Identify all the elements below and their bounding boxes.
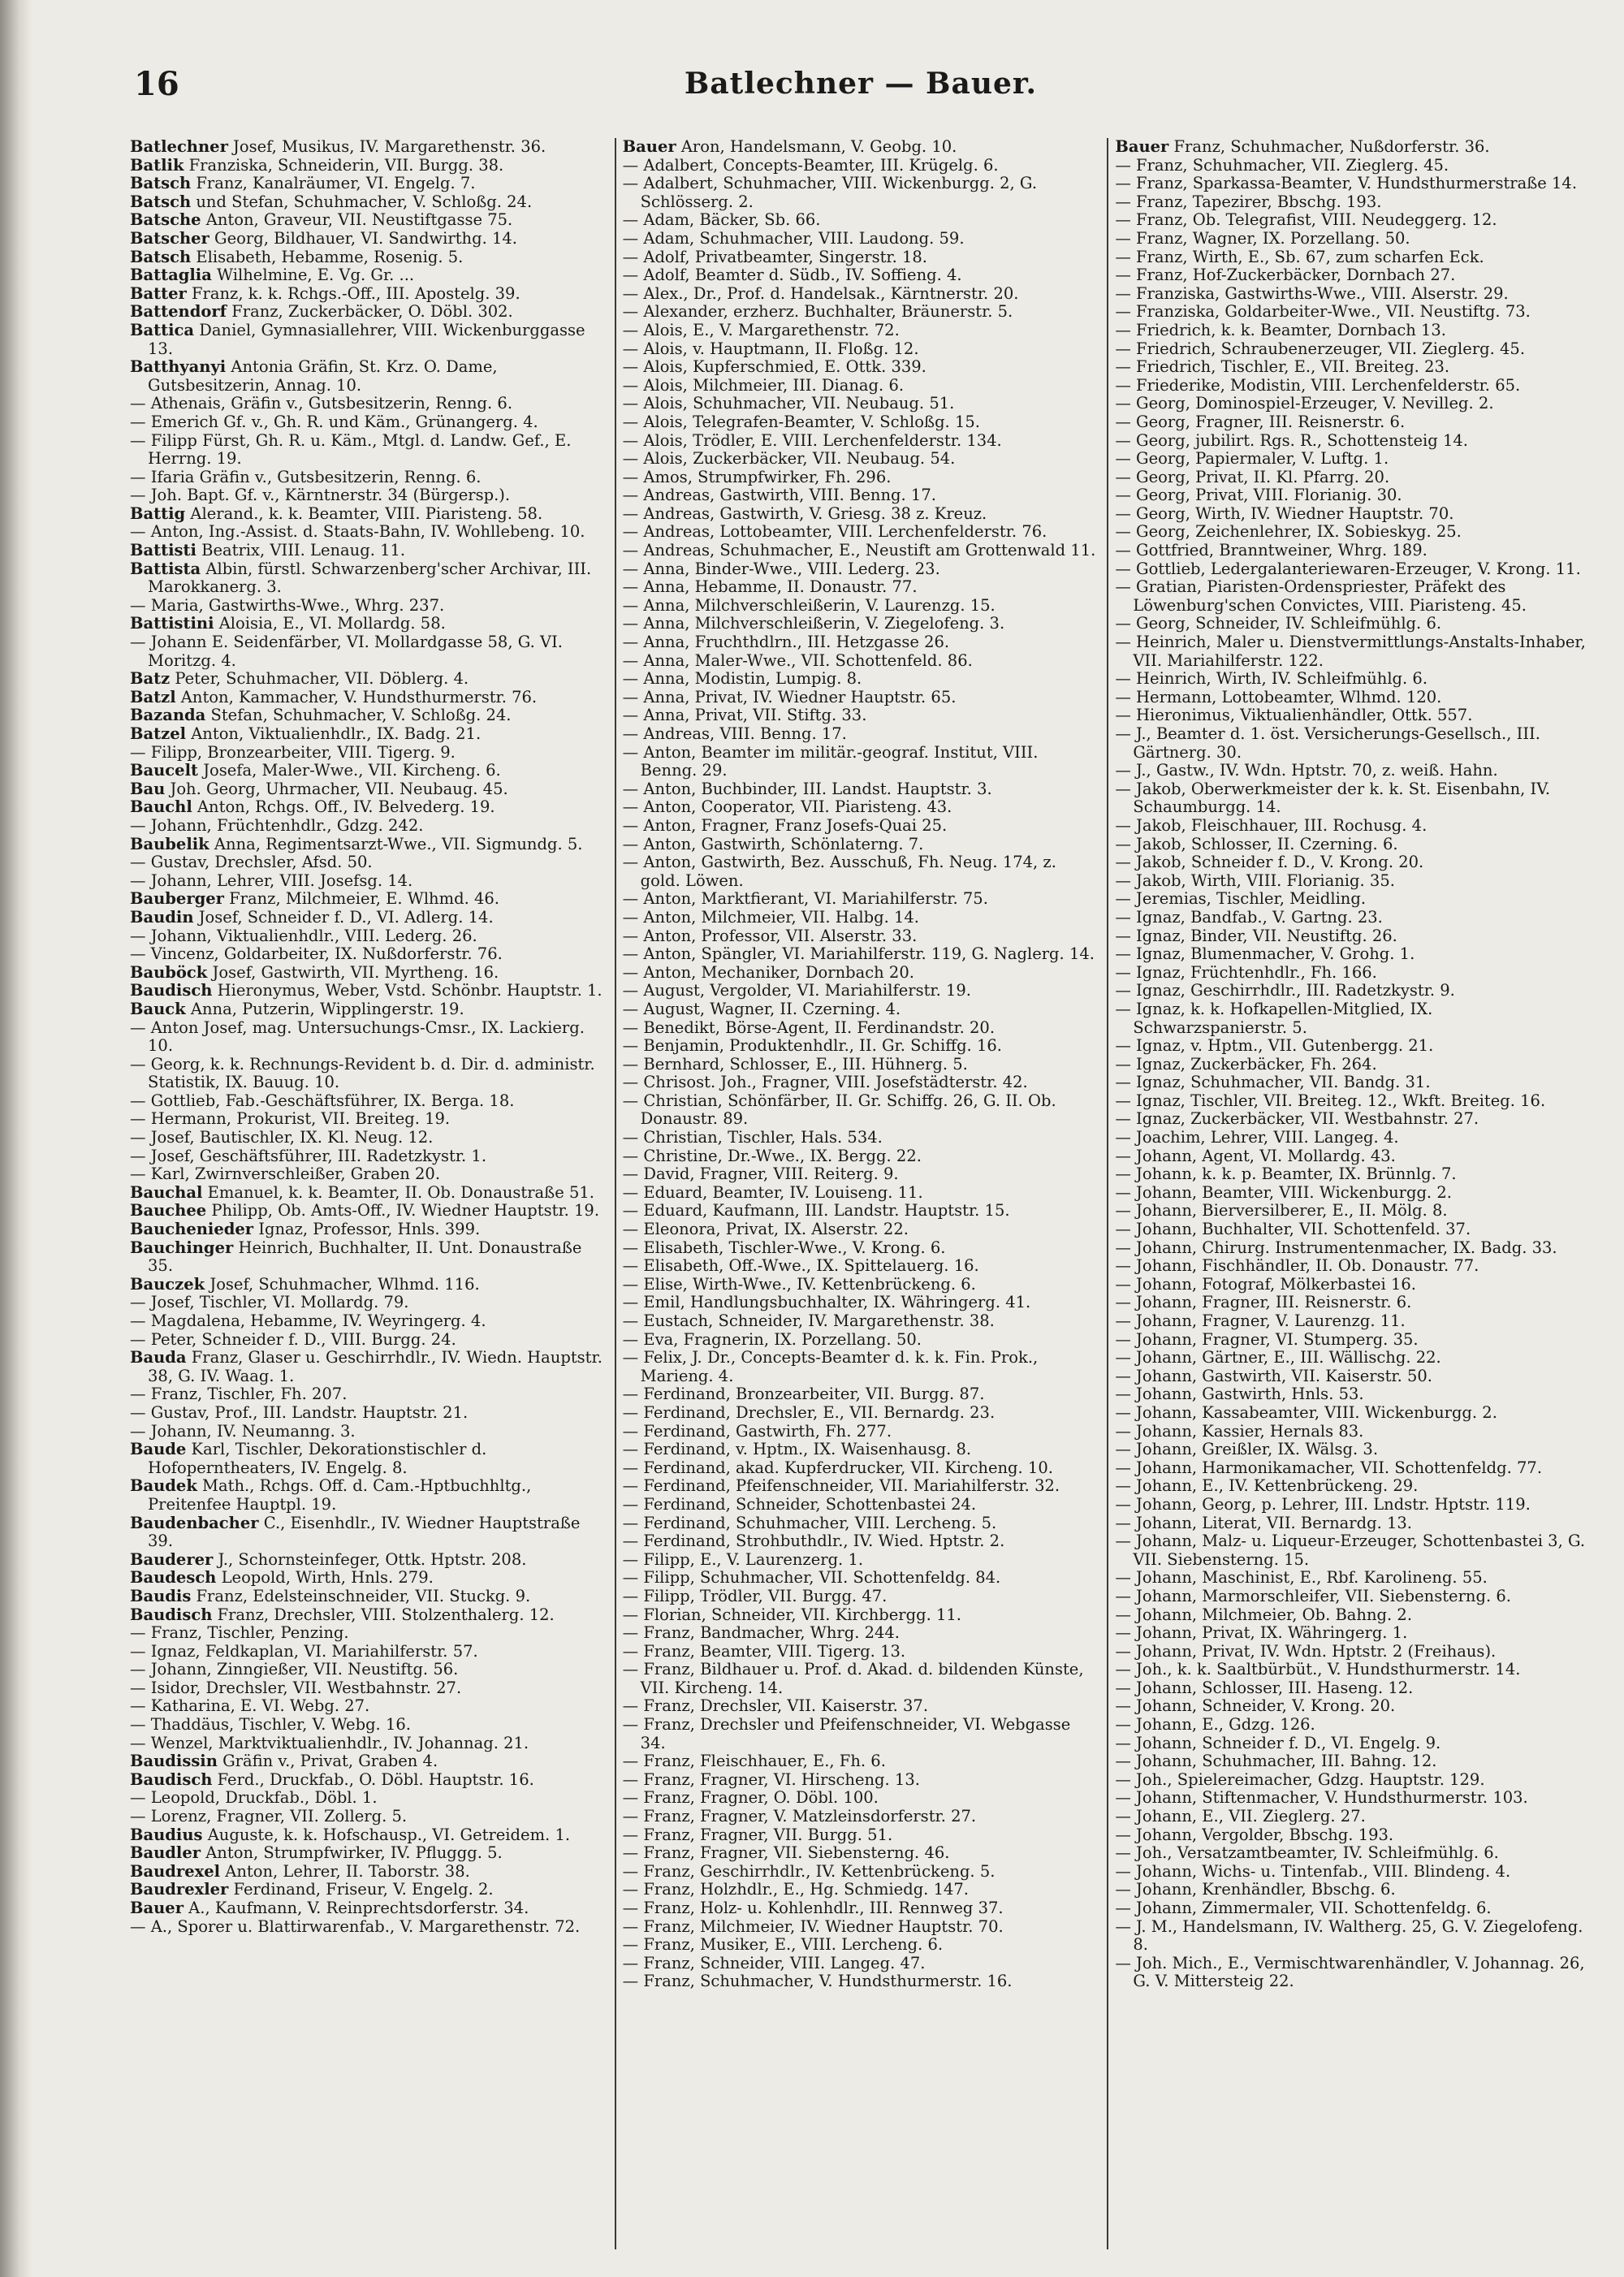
directory-entry: — Johann, Früchtenhdlr., Gdzg. 242. (130, 815, 424, 835)
column-right (1107, 138, 1592, 2249)
directory-entry: Bauchee Philipp, Ob. Amts-Off., IV. Wiedner Hauptstr. 19. (130, 1201, 600, 1221)
directory-entry: Bauer Franz, Schuhmacher, Nußdorferstr. 36. (1115, 138, 1490, 156)
directory-entry: — Anna, Milchverschleißerin, V. Laurenzg. 15. (622, 595, 996, 615)
directory-entry: — Maria, Gastwirths-Wwe., Whrg. 237. (130, 595, 445, 615)
directory-entry: — Alois, Milchmeier, III. Dianag. 6. (622, 375, 905, 395)
page-number: 16 (134, 65, 179, 103)
directory-entry: — Filipp, Schuhmacher, VII. Schottenfeldg. 84. (622, 1568, 1001, 1588)
directory-entry: — Filipp, E., V. Laurenzerg. 1. (622, 1549, 864, 1569)
directory-entry: — Eva, Fragnerin, IX. Porzellang. 50. (622, 1329, 922, 1349)
directory-entry: — Franz, Bandmacher, Whrg. 244. (622, 1623, 901, 1643)
directory-entry: — Joh., k. k. Saaltbürbüt., V. Hundsthurmerstr. 14. (1115, 1660, 1521, 1679)
directory-entry: — Alexander, erzherz. Buchhalter, Bräunerstr. 5. (622, 302, 1013, 322)
directory-entry: — Gustav, Drechsler, Afsd. 50. (130, 853, 373, 872)
directory-entry: Battista Albin, fürstl. Schwarzenberg'scher Archivar, III. Marokkanerg. 3. (130, 559, 592, 597)
directory-entry: — Ferdinand, akad. Kupferdrucker, VII. Kircheng. 10. (622, 1458, 1053, 1477)
directory-entry: — Johann, Georg, p. Lehrer, III. Lndstr. Hptstr. 119. (1115, 1494, 1531, 1514)
directory-entry: — Johann, IV. Neumanng. 3. (130, 1421, 356, 1441)
directory-entry: Battig Alerand., k. k. Beamter, VIII. Piaristeng. 58. (130, 503, 543, 523)
directory-entry: Bauda Franz, Glaser u. Geschirrhdlr., IV. Wiedn. Hauptstr. 38, G. IV. Waag. 1. (130, 1348, 603, 1385)
directory-entry: — Johann, Schneider f. D., VI. Engelg. 9. (1115, 1733, 1441, 1752)
directory-entry: — Anna, Privat, IV. Wiedner Hauptstr. 65. (622, 687, 957, 706)
directory-entry: — Anna, Modistin, Lumpig. 8. (622, 669, 862, 689)
directory-entry: — Johann, Kassier, Hernals 83. (1115, 1421, 1364, 1441)
directory-entry: Baudisch Hieronymus, Weber, Vstd. Schönbr. Hauptstr. 1. (130, 981, 603, 1000)
directory-entry: Bauchl Anton, Rchgs. Off., IV. Belvederg. 19. (130, 797, 495, 817)
directory-entry: Baudler Anton, Strumpfwirker, IV. Pfluggg. 5. (130, 1843, 503, 1863)
directory-entry: Batter Franz, k. k. Rchgs.-Off., III. Apostelg. 39. (130, 283, 520, 303)
directory-entry: — Johann, Fragner, V. Laurenzg. 11. (1115, 1311, 1406, 1330)
directory-entry: Baudisch Franz, Drechsler, VIII. Stolzenthalerg. 12. (130, 1605, 555, 1624)
directory-entry: — Eduard, Beamter, IV. Louiseng. 11. (622, 1182, 923, 1202)
directory-entry: — Johann, Fragner, VI. Stumperg. 35. (1115, 1329, 1419, 1349)
directory-entry: — Peter, Schneider f. D., VIII. Burgg. 24. (130, 1329, 456, 1349)
directory-columns (130, 138, 1592, 2249)
directory-entry: — Filipp, Bronzearbeiter, VIII. Tigerg. 9. (130, 742, 456, 762)
directory-entry: — Alois, Schuhmacher, VII. Neubaug. 51. (622, 394, 955, 413)
directory-entry: — Franz, Tischler, Penzing. (130, 1623, 349, 1643)
directory-entry: — Thaddäus, Tischler, V. Webg. 16. (130, 1715, 411, 1735)
directory-entry: Baudius Auguste, k. k. Hofschausp., VI. Getreidem. 1. (130, 1825, 571, 1844)
directory-entry: Bauczek Josef, Schuhmacher, Wlhmd. 116. (130, 1274, 480, 1294)
directory-entry: — Ignaz, Feldkaplan, VI. Mariahilferstr. 57. (130, 1641, 478, 1661)
directory-entry: — Ignaz, Bandfab., V. Gartng. 23. (1115, 907, 1383, 927)
directory-entry: — Ignaz, Zuckerbäcker, VII. Westbahnstr. 27. (1115, 1109, 1479, 1129)
directory-entry: Baubelik Anna, Regimentsarzt-Wwe., VII. Sigmundg. 5. (130, 834, 583, 853)
directory-entry: — Lorenz, Fragner, VII. Zollerg. 5. (130, 1807, 408, 1826)
directory-entry: — Franz, Fragner, VI. Hirscheng. 13. (622, 1769, 920, 1789)
directory-entry: — Franz, Wagner, IX. Porzellang. 50. (1115, 228, 1410, 248)
directory-entry: — Jakob, Fleischhauer, III. Rochusg. 4. (1115, 815, 1427, 835)
directory-entry: — Ignaz, Binder, VII. Neustiftg. 26. (1115, 926, 1397, 945)
directory-entry: — Adam, Schuhmacher, VIII. Laudong. 59. (622, 228, 965, 248)
directory-entry: — Johann, Krenhändler, Bbschg. 6. (1115, 1880, 1396, 1899)
directory-entry: — Georg, Privat, VIII. Florianig. 30. (1115, 486, 1402, 505)
directory-entry: — Ignaz, Zuckerbäcker, Fh. 264. (1115, 1054, 1377, 1074)
directory-entry: — Anton, Beamter im militär.-geograf. Institut, VIII. Benng. 29. (622, 742, 1039, 780)
directory-entry: — Friedrich, k. k. Beamter, Dornbach 13. (1115, 320, 1447, 339)
directory-entry: — Ignaz, Tischler, VII. Breiteg. 12., Wkft. Breiteg. 16. (1115, 1091, 1546, 1110)
directory-entry: — Alois, Kupferschmied, E. Ottk. 339. (622, 357, 926, 377)
directory-entry: — Johann, Zinngießer, VII. Neustiftg. 56. (130, 1660, 459, 1679)
directory-entry: — Franz, Fragner, VII. Burgg. 51. (622, 1825, 893, 1844)
directory-entry: — Johann, Beamter, VIII. Wickenburgg. 2. (1115, 1182, 1452, 1202)
directory-entry: Baudis Franz, Edelsteinschneider, VII. Stuckg. 9. (130, 1586, 531, 1605)
directory-entry: — Georg, Fragner, III. Reisnerstr. 6. (1115, 412, 1406, 431)
directory-entry: — Anna, Hebamme, II. Donaustr. 77. (622, 577, 918, 597)
directory-entry: — Franz, Tischler, Fh. 207. (130, 1385, 348, 1404)
column-left (130, 138, 607, 2249)
directory-entry: — Franz, Drechsler, VII. Kaiserstr. 37. (622, 1696, 929, 1716)
directory-entry: — Johann, Agent, VI. Mollardg. 43. (1115, 1146, 1396, 1165)
directory-entry: — Gratian, Piaristen-Ordenspriester, Präfekt des Löwenburg'schen Convictes, VIII. Piaristeng. 45. (1115, 577, 1527, 615)
directory-entry: — Anton, Mechaniker, Dornbach 20. (622, 962, 914, 982)
directory-entry: — Adolf, Beamter d. Südb., IV. Soffieng. 4. (622, 266, 962, 285)
directory-entry: — Gottlieb, Fab.-Geschäftsführer, IX. Berga. 18. (130, 1091, 515, 1110)
directory-entry: — Joh. Mich., E., Vermischtwarenhändler, V. Johannag. 26, G. V. Mittersteig 22. (1115, 1953, 1585, 1991)
directory-entry: — Jakob, Schlosser, II. Czerning. 6. (1115, 834, 1398, 853)
directory-entry: — Franz, Ob. Telegrafist, VIII. Neudeggerg. 12. (1115, 210, 1497, 230)
directory-entry: — Felix, J. Dr., Concepts-Beamter d. k. k. Fin. Prok., Marieng. 4. (622, 1348, 1039, 1385)
directory-entry: Batsche Anton, Graveur, VII. Neustiftgasse 75. (130, 210, 513, 230)
directory-entry: — Eustach, Schneider, IV. Margarethenstr. 38. (622, 1311, 995, 1330)
directory-entry: — Jakob, Wirth, VIII. Florianig. 35. (1115, 871, 1395, 890)
directory-entry: — Vincenz, Goldarbeiter, IX. Nußdorferstr. 76. (130, 944, 503, 964)
directory-entry: Bauböck Josef, Gastwirth, VII. Myrtheng. 16. (130, 962, 499, 982)
directory-entry: — Hermann, Prokurist, VII. Breiteg. 19. (130, 1109, 451, 1129)
directory-entry: Battistini Aloisia, E., VI. Mollardg. 58. (130, 614, 446, 633)
directory-entry: Bauchinger Heinrich, Buchhalter, II. Unt. Donaustraße 35. (130, 1238, 582, 1276)
directory-entry: — Johann, E., Gdzg. 126. (1115, 1715, 1315, 1735)
directory-entry: — Franziska, Goldarbeiter-Wwe., VII. Neustiftg. 73. (1115, 302, 1531, 322)
directory-entry: — Johann, Stiftenmacher, V. Hundsthurmerstr. 103. (1115, 1788, 1528, 1808)
directory-entry: — Anton, Ing.-Assist. d. Staats-Bahn, IV. Wohllebeng. 10. (130, 522, 585, 542)
directory-entry: — Josef, Geschäftsführer, III. Radetzkystr. 1. (130, 1146, 487, 1165)
directory-entry: — Gottlieb, Ledergalanteriewaren-Erzeuger, V. Krong. 11. (1115, 559, 1581, 578)
directory-entry: Bauberger Franz, Milchmeier, E. Wlhmd. 46. (130, 889, 499, 909)
directory-entry: Batsch und Stefan, Schuhmacher, V. Schloßg. 24. (130, 192, 533, 211)
directory-entry: Bauchenieder Ignaz, Professor, Hnls. 399. (130, 1220, 481, 1239)
directory-entry: — Alois, Zuckerbäcker, VII. Neubaug. 54. (622, 449, 956, 469)
directory-entry: — Joh., Versatzamtbeamter, IV. Schleifmühlg. 6. (1115, 1843, 1499, 1863)
directory-entry: — Franz, Holzhdlr., E., Hg. Schmiedg. 147. (622, 1880, 969, 1899)
directory-entry: — Johann, k. k. p. Beamter, IX. Brünnlg. 7. (1115, 1164, 1457, 1184)
directory-entry: — Franz, Holz- u. Kohlenhdlr., III. Rennweg 37. (622, 1899, 1004, 1917)
directory-entry: — Anna, Fruchthdlrn., III. Hetzgasse 26. (622, 633, 950, 652)
directory-entry: — Joh. Bapt. Gf. v., Kärntnerstr. 34 (Bürgersp.). (130, 486, 511, 505)
directory-entry: — Anton, Spängler, VI. Mariahilferstr. 119, G. Naglerg. 14. (622, 944, 1095, 964)
directory-entry: — Jeremias, Tischler, Meidling. (1115, 889, 1367, 909)
directory-entry: — Filipp, Trödler, VII. Burgg. 47. (622, 1586, 888, 1605)
directory-entry: — Johann, Fischhändler, II. Ob. Donaustr. 77. (1115, 1256, 1479, 1276)
directory-entry: Batsch Franz, Kanalräumer, VI. Engelg. 7. (130, 174, 476, 193)
directory-entry: — Johann, Gastwirth, VII. Kaiserstr. 50. (1115, 1366, 1433, 1385)
directory-entry: — Franz, Geschirrhdlr., IV. Kettenbrückeng. 5. (622, 1861, 996, 1881)
directory-entry: — Johann, Privat, IX. Währingerg. 1. (1115, 1623, 1408, 1643)
directory-entry: — Elisabeth, Off.-Wwe., IX. Spittelauerg. 16. (622, 1256, 979, 1276)
directory-entry: Baudrexler Ferdinand, Friseur, V. Engelg. 2. (130, 1880, 494, 1899)
directory-entry: Bauck Anna, Putzerin, Wipplingerstr. 19. (130, 999, 464, 1018)
directory-entry: — Ignaz, Geschirrhdlr., III. Radetzkystr. 9. (1115, 981, 1455, 1000)
directory-entry: — Anton, Cooperator, VII. Piaristeng. 43. (622, 797, 952, 817)
directory-entry: — Emerich Gf. v., Gh. R. und Käm., Grünangerg. 4. (130, 412, 538, 431)
directory-entry: Bauderer J., Schornsteinfeger, Ottk. Hptstr. 208. (130, 1549, 527, 1569)
directory-entry: — Benedikt, Börse-Agent, II. Ferdinandstr. 20. (622, 1018, 996, 1037)
directory-entry: — Anton, Buchbinder, III. Landst. Hauptstr. 3. (622, 779, 992, 798)
directory-entry: — Johann, Gastwirth, Hnls. 53. (1115, 1385, 1364, 1404)
directory-entry: — Franz, Beamter, VIII. Tigerg. 13. (622, 1641, 906, 1661)
directory-entry: — Johann, Viktualienhdlr., VIII. Lederg. 26. (130, 926, 477, 945)
directory-entry: Batlechner Josef, Musikus, IV. Margarethenstr. 36. (130, 138, 546, 156)
directory-entry: — Gustav, Prof., III. Landstr. Hauptstr. 21. (130, 1402, 469, 1422)
directory-entry: — Jakob, Oberwerkmeister der k. k. St. Eisenbahn, IV. Schaumburgg. 14. (1115, 779, 1551, 817)
directory-entry: — Franz, Hof-Zuckerbäcker, Dornbach 27. (1115, 266, 1456, 285)
directory-entry: — Ifaria Gräfin v., Gutsbesitzerin, Renng. 6. (130, 467, 482, 486)
directory-entry: — Franz, Sparkassa-Beamter, V. Hundsthurmerstraße 14. (1115, 174, 1578, 193)
directory-entry: — Joh., Spielereimacher, Gdzg. Hauptstr. 129. (1115, 1769, 1485, 1789)
directory-entry: — Ferdinand, Bronzearbeiter, VII. Burgg. 87. (622, 1385, 985, 1404)
directory-entry: — Johann, Malz- u. Liqueur-Erzeuger, Schottenbastei 3, G. VII. Siebensterng. 15. (1115, 1532, 1586, 1569)
directory-entry: Baudissin Gräfin v., Privat, Graben 4. (130, 1752, 438, 1771)
directory-entry: — Florian, Schneider, VII. Kirchbergg. 11. (622, 1605, 961, 1624)
page-binding-shadow (0, 0, 32, 2277)
directory-entry: — Franz, Schneider, VIII. Langeg. 47. (622, 1953, 926, 1972)
directory-entry: — Adalbert, Schuhmacher, VIII. Wickenburgg. 2, G. Schlösserg. 2. (622, 174, 1038, 211)
directory-entry: — Anton, Professor, VII. Alserstr. 33. (622, 926, 918, 945)
directory-entry: — Emil, Handlungsbuchhalter, IX. Währingerg. 41. (622, 1293, 1031, 1312)
directory-entry: — Karl, Zwirnverschleißer, Graben 20. (130, 1164, 441, 1184)
directory-entry: — Friedrich, Schraubenerzeuger, VII. Zieglerg. 45. (1115, 339, 1526, 358)
directory-entry: — Johann, Literat, VII. Bernardg. 13. (1115, 1513, 1412, 1532)
directory-entry: — Georg, Wirth, IV. Wiedner Hauptstr. 70. (1115, 503, 1454, 523)
directory-entry: — J. M., Handelsmann, IV. Waltherg. 25, G. V. Ziegelofeng. 8. (1115, 1916, 1583, 1955)
directory-entry: — Franz, Milchmeier, IV. Wiedner Hauptstr. 70. (622, 1916, 1004, 1936)
directory-entry: — Johann, Wichs- u. Tintenfab., VIII. Blindeng. 4. (1115, 1861, 1511, 1881)
directory-entry: — Christine, Dr.-Wwe., IX. Bergg. 22. (622, 1146, 922, 1165)
directory-entry: Baudrexel Anton, Lehrer, II. Taborstr. 38. (130, 1861, 470, 1881)
directory-entry: Bazanda Stefan, Schuhmacher, V. Schloßg. 24. (130, 706, 512, 725)
directory-entry: — Christian, Schönfärber, II. Gr. Schiffg. 26, G. II. Ob. Donaustr. 89. (622, 1091, 1056, 1129)
directory-entry: — Johann, E., VII. Zieglerg. 27. (1115, 1807, 1366, 1826)
directory-entry: — Heinrich, Wirth, IV. Schleifmühlg. 6. (1115, 669, 1428, 689)
directory-entry: — Elisabeth, Tischler-Wwe., V. Krong. 6. (622, 1238, 946, 1257)
directory-entry: — Anton, Fragner, Franz Josefs-Quai 25. (622, 815, 948, 835)
directory-entry: — J., Beamter d. 1. öst. Versicherungs-Gesellsch., III. Gärtnerg. 30. (1115, 724, 1540, 762)
directory-entry: — Georg, k. k. Rechnungs-Revident b. d. Dir. d. administr. Statistik, IX. Bauug. 10. (130, 1054, 595, 1092)
directory-entry: — August, Wagner, II. Czerning. 4. (622, 999, 901, 1018)
directory-entry: — Gottfried, Branntweiner, Whrg. 189. (1115, 541, 1427, 560)
directory-entry: — Anna, Maler-Wwe., VII. Schottenfeld. 86. (622, 650, 973, 670)
directory-entry: — Alois, Telegrafen-Beamter, V. Schloßg. 15. (622, 412, 980, 431)
directory-entry: — Johann, Marmorschleifer, VII. Siebensterng. 6. (1115, 1586, 1511, 1605)
directory-entry: — Andreas, Lottobeamter, VIII. Lerchenfelderstr. 76. (622, 522, 1047, 542)
directory-entry: — Georg, Schneider, IV. Schleifmühlg. 6. (1115, 614, 1442, 633)
directory-entry: — Franz, Musiker, E., VIII. Lercheng. 6. (622, 1935, 944, 1955)
running-title: Batlechner — Bauer. (684, 67, 1038, 101)
directory-entry: — Franz, Bildhauer u. Prof. d. Akad. d. bildenden Künste, VII. Kircheng. 14. (622, 1660, 1084, 1697)
directory-entry: — Heinrich, Maler u. Dienstvermittlungs-Anstalts-Inhaber, VII. Mariahilferstr. 122. (1115, 633, 1586, 670)
directory-entry: — Magdalena, Hebamme, IV. Weyringerg. 4. (130, 1311, 486, 1330)
directory-entry: Batsch Elisabeth, Hebamme, Rosenig. 5. (130, 247, 464, 266)
directory-entry: — Filipp Fürst, Gh. R. u. Käm., Mtgl. d. Landw. Gef., E. Herrng. 19. (130, 430, 572, 469)
directory-entry: — Johann, Privat, IV. Wdn. Hptstr. 2 (Freihaus). (1115, 1641, 1497, 1661)
directory-entry: — Eleonora, Privat, IX. Alserstr. 22. (622, 1220, 909, 1239)
directory-entry: — Johann, Schneider, V. Krong. 20. (1115, 1696, 1396, 1716)
directory-entry: — Friederike, Modistin, VIII. Lerchenfelderstr. 65. (1115, 375, 1521, 395)
directory-entry: Bauer A., Kaufmann, V. Reinprechtsdorferstr. 34. (130, 1899, 529, 1917)
directory-entry: — Georg, Zeichenlehrer, IX. Sobieskyg. 25. (1115, 522, 1462, 542)
directory-entry: — Ferdinand, Schuhmacher, VIII. Lercheng. 5. (622, 1513, 997, 1532)
directory-entry: — Ferdinand, Gastwirth, Fh. 277. (622, 1421, 892, 1441)
directory-entry: Battisti Beatrix, VIII. Lenaug. 11. (130, 541, 406, 560)
directory-entry: Batz Peter, Schuhmacher, VII. Döblerg. 4. (130, 669, 469, 689)
directory-entry: — Ferdinand, Schneider, Schottenbastei 24. (622, 1494, 977, 1514)
directory-entry: — Alex., Dr., Prof. d. Handelsak., Kärntnerstr. 20. (622, 283, 1019, 303)
directory-entry: — Ferdinand, Pfeifenschneider, VII. Mariahilferstr. 32. (622, 1476, 1060, 1496)
directory-entry: Batthyanyi Antonia Gräfin, St. Krz. O. Dame, Gutsbesitzerin, Annag. 10. (130, 357, 498, 395)
directory-entry: Baudin Josef, Schneider f. D., VI. Adlerg. 14. (130, 907, 494, 927)
directory-entry: — Franz, Fragner, O. Döbl. 100. (622, 1788, 879, 1808)
directory-entry: Baucelt Josefa, Maler-Wwe., VII. Kircheng. 6. (130, 761, 501, 780)
directory-entry: Baude Karl, Tischler, Dekorationstischler d. Hofoperntheaters, IV. Engelg. 8. (130, 1440, 487, 1477)
directory-entry: Baudek Math., Rchgs. Off. d. Cam.-Hptbuchhltg., Preitenfee Hauptpl. 19. (130, 1476, 532, 1514)
directory-entry: — Anton, Gastwirth, Schönlaterng. 7. (622, 834, 924, 853)
directory-entry: — Amos, Strumpfwirker, Fh. 296. (622, 467, 892, 486)
directory-entry: — Katharina, E. VI. Webg. 27. (130, 1696, 370, 1716)
directory-entry: — Ignaz, Früchtenhdlr., Fh. 166. (1115, 962, 1377, 982)
directory-entry: — Georg, jubilirt. Rgs. R., Schottensteig 14. (1115, 430, 1468, 450)
directory-entry: — Joachim, Lehrer, VIII. Langeg. 4. (1115, 1128, 1399, 1147)
directory-entry: — Georg, Privat, II. Kl. Pfarrg. 20. (1115, 467, 1390, 486)
directory-entry: — Johann, Fragner, III. Reisnerstr. 6. (1115, 1293, 1412, 1312)
directory-entry: — Jakob, Schneider f. D., V. Krong. 20. (1115, 853, 1424, 872)
directory-entry: — Adam, Bäcker, Sb. 66. (622, 210, 821, 230)
directory-entry: — Johann, Zimmermaler, VII. Schottenfeldg. 6. (1115, 1899, 1492, 1917)
directory-entry: — Ignaz, k. k. Hofkapellen-Mitglied, IX. Schwarzspanierstr. 5. (1115, 999, 1433, 1037)
directory-entry: — Andreas, VIII. Benng. 17. (622, 724, 847, 743)
directory-entry: — Franziska, Gastwirths-Wwe., VIII. Alserstr. 29. (1115, 283, 1509, 303)
directory-entry: — Elise, Wirth-Wwe., IV. Kettenbrückeng. 6. (622, 1274, 976, 1294)
directory-entry: — Johann, Gärtner, E., III. Wällischg. 22. (1115, 1348, 1441, 1367)
directory-entry: Bauchal Emanuel, k. k. Beamter, II. Ob. Donaustraße 51. (130, 1182, 594, 1202)
directory-entry: — Ferdinand, Strohbuthdlr., IV. Wied. Hptstr. 2. (622, 1532, 1005, 1551)
directory-entry: — Ignaz, Schuhmacher, VII. Bandg. 31. (1115, 1073, 1431, 1092)
directory-entry: — Athenais, Gräfin v., Gutsbesitzerin, Renng. 6. (130, 394, 513, 413)
directory-entry: — David, Fragner, VIII. Reiterg. 9. (622, 1164, 899, 1184)
directory-entry: — Johann, Maschinist, E., Rbf. Karolineng. 55. (1115, 1568, 1488, 1588)
directory-entry: — Anna, Milchverschleißerin, V. Ziegelofeng. 3. (622, 614, 1005, 633)
directory-entry: — Johann, Greißler, IX. Wälsg. 3. (1115, 1440, 1379, 1459)
directory-entry: — Hieronimus, Viktualienhändler, Ottk. 557. (1115, 706, 1473, 725)
directory-entry: — Hermann, Lottobeamter, Wlhmd. 120. (1115, 687, 1442, 706)
directory-entry: — Georg, Papiermaler, V. Luftg. 1. (1115, 449, 1389, 469)
directory-entry: Battica Daniel, Gymnasiallehrer, VIII. Wickenburggasse 13. (130, 320, 585, 358)
directory-entry: — Georg, Dominospiel-Erzeuger, V. Nevilleg. 2. (1115, 394, 1494, 413)
directory-entry: — Christian, Tischler, Hals. 534. (622, 1128, 883, 1147)
directory-entry: — Alois, v. Hauptmann, II. Floßg. 12. (622, 339, 919, 358)
directory-entry: — Johann, Milchmeier, Ob. Bahng. 2. (1115, 1605, 1413, 1624)
directory-entry: — Adalbert, Concepts-Beamter, III. Krügelg. 6. (622, 155, 999, 175)
directory-entry: — Alois, E., V. Margarethenstr. 72. (622, 320, 900, 339)
directory-entry: — Johann E. Seidenfärber, VI. Mollardgasse 58, G. VI. Moritzg. 4. (130, 633, 563, 670)
directory-entry: — Adolf, Privatbeamter, Singerstr. 18. (622, 247, 928, 266)
directory-entry: — Johann, Vergolder, Bbschg. 193. (1115, 1825, 1394, 1844)
directory-entry: — Ignaz, Blumenmacher, V. Grohg. 1. (1115, 944, 1415, 964)
directory-entry: — A., Sporer u. Blattirwarenfab., V. Margarethenstr. 72. (130, 1916, 581, 1936)
directory-entry: — J., Gastw., IV. Wdn. Hptstr. 70, z. weiß. Hahn. (1115, 761, 1498, 780)
directory-entry: — Franz, Fragner, VII. Siebensterng. 46. (622, 1843, 950, 1863)
directory-entry: — Andreas, Gastwirth, V. Griesg. 38 z. Kreuz. (622, 503, 987, 523)
directory-entry: — Franz, Wirth, E., Sb. 67, zum scharfen Eck. (1115, 247, 1484, 266)
directory-entry: — Franz, Schuhmacher, V. Hundsthurmerstr. 16. (622, 1972, 1013, 1991)
directory-entry: — Anton, Gastwirth, Bez. Ausschuß, Fh. Neug. 174, z. gold. Löwen. (622, 853, 1056, 890)
directory-entry: — Josef, Tischler, VI. Mollardg. 79. (130, 1293, 409, 1312)
directory-entry: — Franz, Drechsler und Pfeifenschneider, VI. Webgasse 34. (622, 1715, 1071, 1752)
directory-entry: — Andreas, Schuhmacher, E., Neustift am Grottenwald 11. (622, 541, 1096, 560)
directory-entry: — Chrisost. Joh., Fragner, VIII. Josefstädterstr. 42. (622, 1073, 1028, 1092)
directory-entry: — Friedrich, Tischler, E., VII. Breiteg. 23. (1115, 357, 1450, 377)
directory-entry: — Anton, Marktfierant, VI. Mariahilferstr. 75. (622, 889, 988, 909)
directory-entry: — Franz, Fragner, V. Matzleinsdorferstr. 27. (622, 1807, 977, 1826)
directory-entry: — Johann, Schlosser, III. Haseng. 12. (1115, 1678, 1414, 1697)
directory-entry: — Alois, Trödler, E. VIII. Lerchenfelderstr. 134. (622, 430, 1002, 450)
directory-entry: — Franz, Schuhmacher, VII. Zieglerg. 45. (1115, 155, 1449, 175)
directory-entry: — Anna, Binder-Wwe., VIII. Lederg. 23. (622, 559, 940, 578)
directory-entry: Batzel Anton, Viktualienhdlr., IX. Badg. 21. (130, 724, 482, 743)
directory-entry: Batzl Anton, Kammacher, V. Hundsthurmerstr. 76. (130, 687, 538, 706)
directory-entry: — Ferdinand, v. Hptm., IX. Waisenhausg. 8. (622, 1440, 972, 1459)
directory-entry: — Johann, Chirurg. Instrumentenmacher, IX. Badg. 33. (1115, 1238, 1557, 1257)
directory-entry: — Johann, Harmonikamacher, VII. Schottenfeldg. 77. (1115, 1458, 1543, 1477)
directory-entry: — Franz, Tapezirer, Bbschg. 193. (1115, 192, 1382, 211)
directory-entry: — Johann, Bierversilberer, E., II. Mölg. 8. (1115, 1201, 1448, 1221)
directory-entry: — Johann, Kassabeamter, VIII. Wickenburgg. 2. (1115, 1402, 1497, 1422)
directory-entry: — Johann, Fotograf, Mölkerbastei 16. (1115, 1274, 1416, 1294)
directory-entry: — Johann, E., IV. Kettenbrückeng. 29. (1115, 1476, 1419, 1496)
directory-entry: Baudisch Ferd., Druckfab., O. Döbl. Hauptstr. 16. (130, 1769, 534, 1789)
directory-entry: — Ferdinand, Drechsler, E., VII. Bernardg. 23. (622, 1402, 996, 1422)
directory-entry: — Bernhard, Schlosser, E., III. Hühnerg. 5. (622, 1054, 968, 1074)
directory-entry: — Anton Josef, mag. Untersuchungs-Cmsr., IX. Lackierg. 10. (130, 1018, 585, 1056)
directory-entry: — Andreas, Gastwirth, VIII. Benng. 17. (622, 486, 936, 505)
directory-entry: Batscher Georg, Bildhauer, VI. Sandwirthg. 14. (130, 228, 517, 248)
directory-entry: — Wenzel, Marktviktualienhdlr., IV. Johannag. 21. (130, 1733, 529, 1752)
directory-entry: — Anton, Milchmeier, VII. Halbg. 14. (622, 907, 919, 927)
directory-entry: — Johann, Schuhmacher, III. Bahng. 12. (1115, 1752, 1437, 1771)
directory-entry: Battaglia Wilhelmine, E. Vg. Gr. ... (130, 266, 415, 285)
directory-entry: — Franz, Fleischhauer, E., Fh. 6. (622, 1752, 886, 1771)
directory-entry: Baudenbacher C., Eisenhdlr., IV. Wiedner Hauptstraße 39. (130, 1513, 581, 1551)
directory-entry: Bau Joh. Georg, Uhrmacher, VII. Neubaug. 45. (130, 779, 508, 798)
directory-entry: — Eduard, Kaufmann, III. Landstr. Hauptstr. 15. (622, 1201, 1010, 1221)
directory-entry: Baudesch Leopold, Wirth, Hnls. 279. (130, 1568, 434, 1588)
directory-entry: — Benjamin, Produktenhdlr., II. Gr. Schiffg. 16. (622, 1036, 1002, 1056)
directory-entry: Bauer Aron, Handelsmann, V. Geobg. 10. (622, 138, 957, 156)
directory-entry: — Leopold, Druckfab., Döbl. 1. (130, 1788, 378, 1808)
directory-entry: — Johann, Buchhalter, VII. Schottenfeld. 37. (1115, 1220, 1471, 1239)
directory-entry: — August, Vergolder, VI. Mariahilferstr. 19. (622, 981, 972, 1000)
directory-entry: Batlik Franziska, Schneiderin, VII. Burgg. 38. (130, 155, 504, 175)
directory-entry: — Johann, Lehrer, VIII. Josefsg. 14. (130, 871, 413, 890)
directory-entry: Battendorf Franz, Zuckerbäcker, O. Döbl. 302. (130, 302, 513, 322)
directory-entry: — Anna, Privat, VII. Stiftg. 33. (622, 706, 867, 725)
directory-entry: — Isidor, Drechsler, VII. Westbahnstr. 27. (130, 1678, 462, 1697)
page-header (134, 65, 1587, 114)
column-middle (615, 138, 1099, 2249)
directory-entry: — Josef, Bautischler, IX. Kl. Neug. 12. (130, 1128, 434, 1147)
directory-entry: — Ignaz, v. Hptm., VII. Gutenbergg. 21. (1115, 1036, 1434, 1056)
